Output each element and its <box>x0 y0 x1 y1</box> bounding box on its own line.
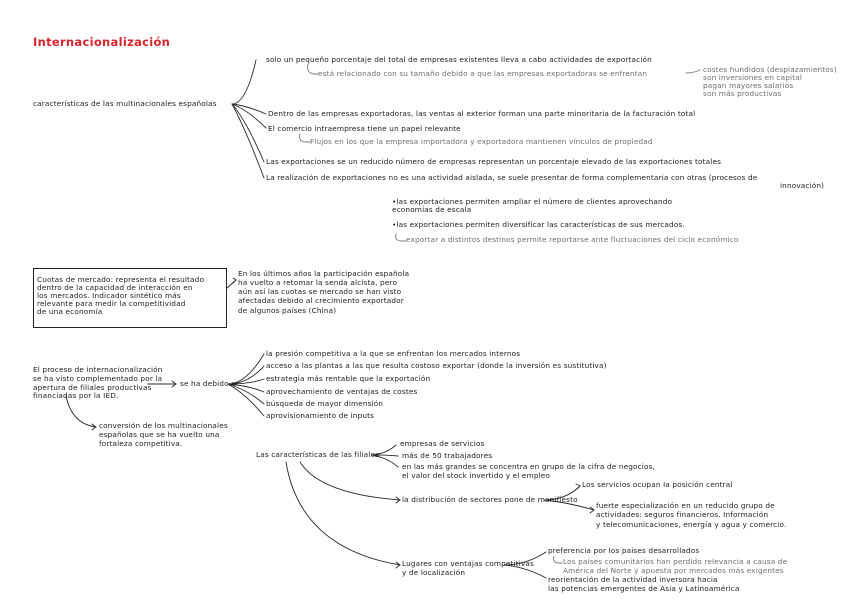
branch-concentration: Las exportaciones se un reducido número de empresas representan un porcentaje elevado de las exportaciones totales <box>266 157 722 166</box>
connector <box>396 234 406 241</box>
branch-intra-company-detail: Flujos en los que la empresa importadora y exportadora mantienen vínculos de propiedad <box>310 137 653 146</box>
bullet-clients-cont: economías de escala <box>392 205 472 214</box>
filial-item: más de 50 trabajadores <box>402 451 493 460</box>
conversion-line: fortaleza competitiva. <box>99 439 183 448</box>
connector <box>232 104 264 178</box>
box-line: los mercados. Indicador sintético más <box>37 291 181 300</box>
connector <box>232 104 266 114</box>
bullet-diversify: •las exportaciones permiten diversificar las características de sus mercados. <box>392 220 685 229</box>
connector <box>233 278 236 283</box>
box-line: relevante para medir la competitividad <box>37 299 186 308</box>
side-line: En los últimos años la participación española <box>238 269 410 278</box>
filial-item: el valor del stock invertido y el empleo <box>402 471 551 480</box>
reason-item: acceso a las plantas a las que resulta costoso exportar (donde la inversión es sustitutiva) <box>266 361 607 370</box>
connector <box>66 396 96 427</box>
side-line: aún así las cuotas se mercado se han visto <box>238 287 402 296</box>
connector <box>286 462 400 565</box>
connector <box>686 70 700 73</box>
conversion-line: españolas que se ha vuelto una <box>99 430 220 439</box>
branch-intra-company: El comercio intraempresa tiene un papel relevante <box>268 124 461 133</box>
sector-line: actividades: seguros financieros. Información <box>596 510 769 519</box>
reason-item: estrategia más rentable que la exportación <box>266 374 431 383</box>
sectores-label: la distribución de sectores pone de manifiesto <box>402 495 578 504</box>
filiales-label: Las características de las filiales <box>256 450 380 459</box>
preferencia-sub: América del Norte y apuesta por mercados más exigentes <box>563 566 784 575</box>
box-line: Cuotas de mercado: representa el resultado <box>37 275 205 284</box>
preferencia: preferencia por los países desarrollados <box>548 546 700 555</box>
box-line: dentro de la capacidad de interacción en <box>37 283 193 292</box>
page-title: Internacionalización <box>33 35 171 49</box>
cost-item: pagan mayores salarios <box>703 81 794 90</box>
branch-complementary-end: innovación) <box>780 181 825 190</box>
connector <box>308 64 318 74</box>
connector <box>590 507 594 513</box>
root-node-characteristics: características de las multinacionales españolas <box>33 99 217 108</box>
connector <box>576 484 580 489</box>
branch-external-sales: Dentro de las empresas exportadoras, las ventas al exterior forman una parte minoritaria de la facturación total <box>268 109 696 118</box>
filial-item: en las más grandes se concentra en grupo de la cifra de negocios, <box>402 462 656 471</box>
side-line: de algunos países (China) <box>238 306 337 315</box>
cost-item: son inversiones en capital <box>703 73 803 82</box>
reason-label: se ha debido a <box>180 379 236 388</box>
intro-line: financiadas por la IED. <box>33 391 119 400</box>
side-line: ha vuelto a retomar la senda alcista, pero <box>238 278 398 287</box>
branch-size-relation: está relacionado con su tamaño debido a que las empresas exportadoras se enfrentan <box>318 69 648 78</box>
conversion-line: conversión de los multinacionales <box>99 421 228 430</box>
branch-complementary: La realización de exportaciones no es una actividad aislada, se suele presentar de forma complementaria con otras (procesos de <box>266 173 758 182</box>
branch-export-percentage: solo un pequeño porcentaje del total de empresas existentes lleva a cabo actividades de exportación <box>266 55 652 64</box>
sector-line: y telecomunicaciones, energía y agua y comercio. <box>596 520 787 529</box>
lugares-line: y de localización <box>402 568 466 577</box>
cost-item: son más productivas <box>703 89 782 98</box>
bullet-clients: •las exportaciones permiten ampliar el número de clientes aprovechando <box>392 197 673 206</box>
connector <box>300 462 400 500</box>
lugares-line: Lugares con ventajas competitivas <box>402 559 534 568</box>
reason-item: aprovisionamiento de inputs <box>266 411 375 420</box>
bullet-diversify-detail: exportar a distintos destinos permite reportarse ante fluctuaciones del ciclo económico <box>406 235 739 244</box>
reorientacion-line: las potencias emergentes de Asia y Latinoamérica <box>548 584 740 593</box>
connector <box>232 60 256 104</box>
intro-line: El proceso de internacionalización <box>33 365 163 374</box>
side-line: afectadas debido al crecimiento exportador <box>238 296 404 305</box>
reason-item: aprovechamiento de ventajas de costes <box>266 387 418 396</box>
filial-item: empresas de servicios <box>400 439 485 448</box>
box-line: de una economía <box>37 307 103 316</box>
connector <box>300 134 310 142</box>
intro-line: apertura de filiales productivas <box>33 383 152 392</box>
sector-services: Los servicios ocupan la posición central <box>582 480 733 489</box>
connector <box>554 556 563 563</box>
reason-item: la presión competitiva a la que se enfrentan los mercados internos <box>266 349 521 358</box>
reorientacion-line: reorientación de la actividad inversora hacia <box>548 575 718 584</box>
reason-item: búsqueda de mayor dimensión <box>266 399 384 408</box>
cost-item: costes hundidos (desplazamientos) <box>703 65 837 74</box>
intro-line: se ha visto complementado por la <box>33 374 163 383</box>
sector-line: fuerte especialización en un reducido grupo de <box>596 501 775 510</box>
preferencia-sub: Los países comunitarios han perdido relevancia a causa de <box>563 557 788 566</box>
